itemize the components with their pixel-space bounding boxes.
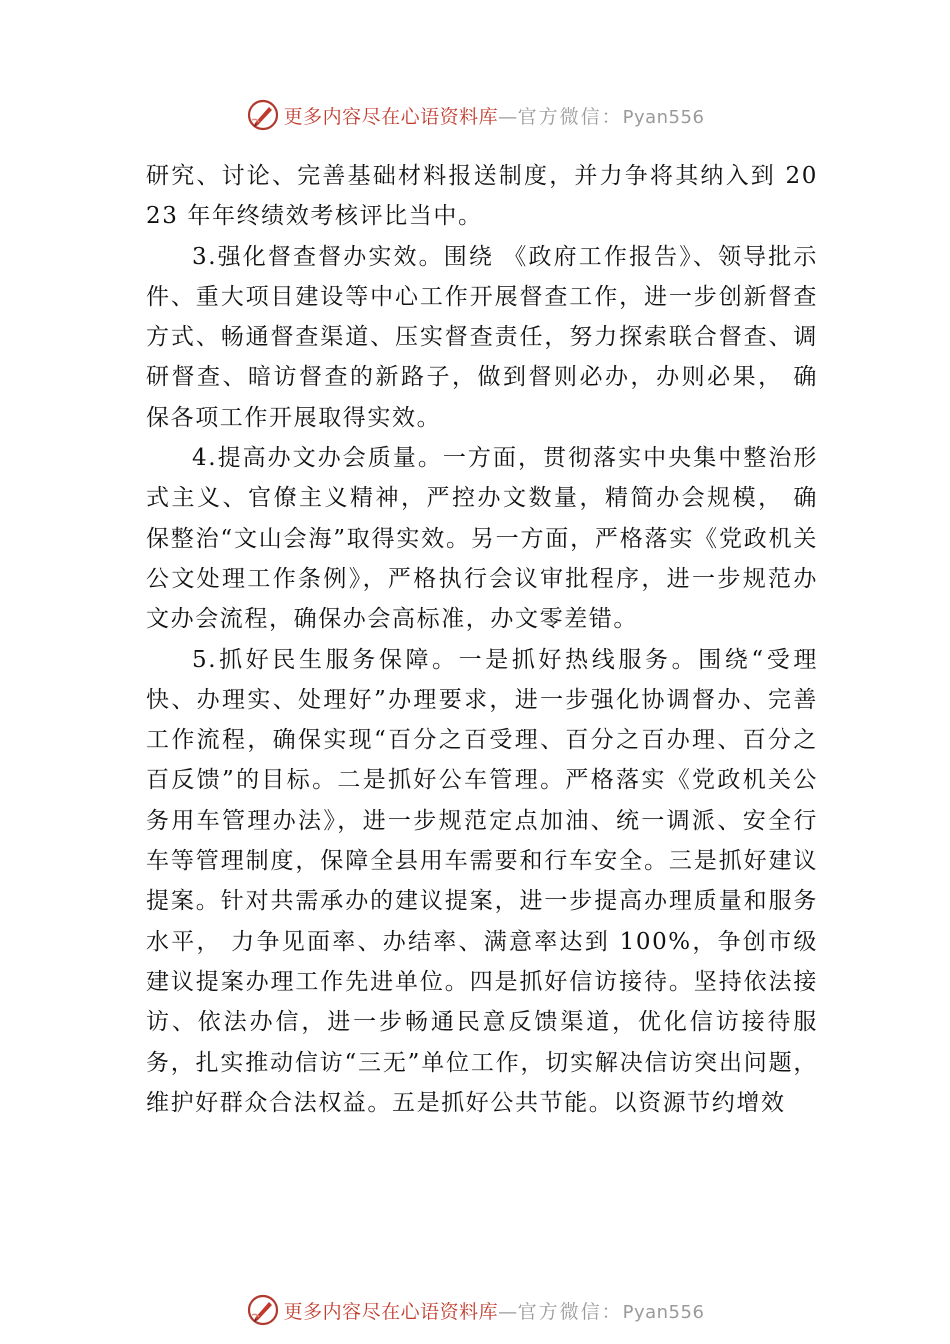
paragraph-item-4: 4.提高办文办会质量。一方面，贯彻落实中央集中整治形式主义、官僚主义精神，严控办文数量，精简办会规模， 确保整治“文山会海”取得实效。另一方面，严格落实《党政机关公文处理工作条例》，严格执行会议审批程序，进一步规范办文办会流程，确保办会高标准，办文零差错。	[146, 445, 818, 633]
header-official: 官方微信：	[517, 105, 623, 128]
header-text	[284, 102, 705, 129]
document-body	[146, 156, 818, 1123]
header-wechat-id: Pyan556	[622, 106, 705, 128]
pen-in-circle-icon	[246, 1293, 280, 1327]
footer-separator: —	[498, 1300, 518, 1323]
paragraph-continuation: 研究、讨论、完善基础材料报送制度，并力争将其纳入到 2023 年年终绩效考核评比当中。	[146, 163, 818, 230]
paragraph-item-3: 3.强化督查督办实效。围绕 《政府工作报告》、领导批示件、重大项目建设等中心工作开展督查工作，进一步创新督查方式、畅通督查渠道、压实督查责任，努力探索联合督查、调研督查、暗访督查的新路子，做到督则必办，办则必果， 确保各项工作开展取得实效。	[146, 243, 818, 431]
footer-wechat-id: Pyan556	[622, 1301, 705, 1323]
footer-brand: 更多内容尽在心语资料库	[283, 1300, 499, 1323]
header-brand: 更多内容尽在心语资料库	[283, 105, 499, 128]
header-separator: —	[498, 105, 518, 128]
footer-official: 官方微信：	[517, 1300, 623, 1323]
paragraph-item-5: 5.抓好民生服务保障。一是抓好热线服务。围绕“受理快、办理实、处理好”办理要求，进一步强化协调督办、完善工作流程，确保实现“百分之百受理、百分之百办理、百分之百反馈”的目标。二是抓好公车管理。严格落实《党政机关公务用车管理办法》，进一步规范定点加油、统一调派、安全行车等管理制度，保障全县用车需要和行车安全。三是抓好建议提案。针对共需承办的建议提案，进一步提高办理质量和服务水平， 力争见面率、办结率、满意率达到 100%，争创市级建议提案办理工作先进单位。四是抓好信访接待。坚持依法接访、依法办信，进一步畅通民意反馈渠道，优化信访接待服务，扎实推动信访“三无”单位工作，切实解决信访突出问题， 维护好群众合法权益。五是抓好公共节能。以资源节约增效	[146, 646, 818, 1116]
pen-in-circle-icon	[246, 98, 280, 132]
footer-banner	[0, 1290, 950, 1330]
footer-text	[284, 1297, 705, 1324]
header-banner	[0, 95, 950, 135]
